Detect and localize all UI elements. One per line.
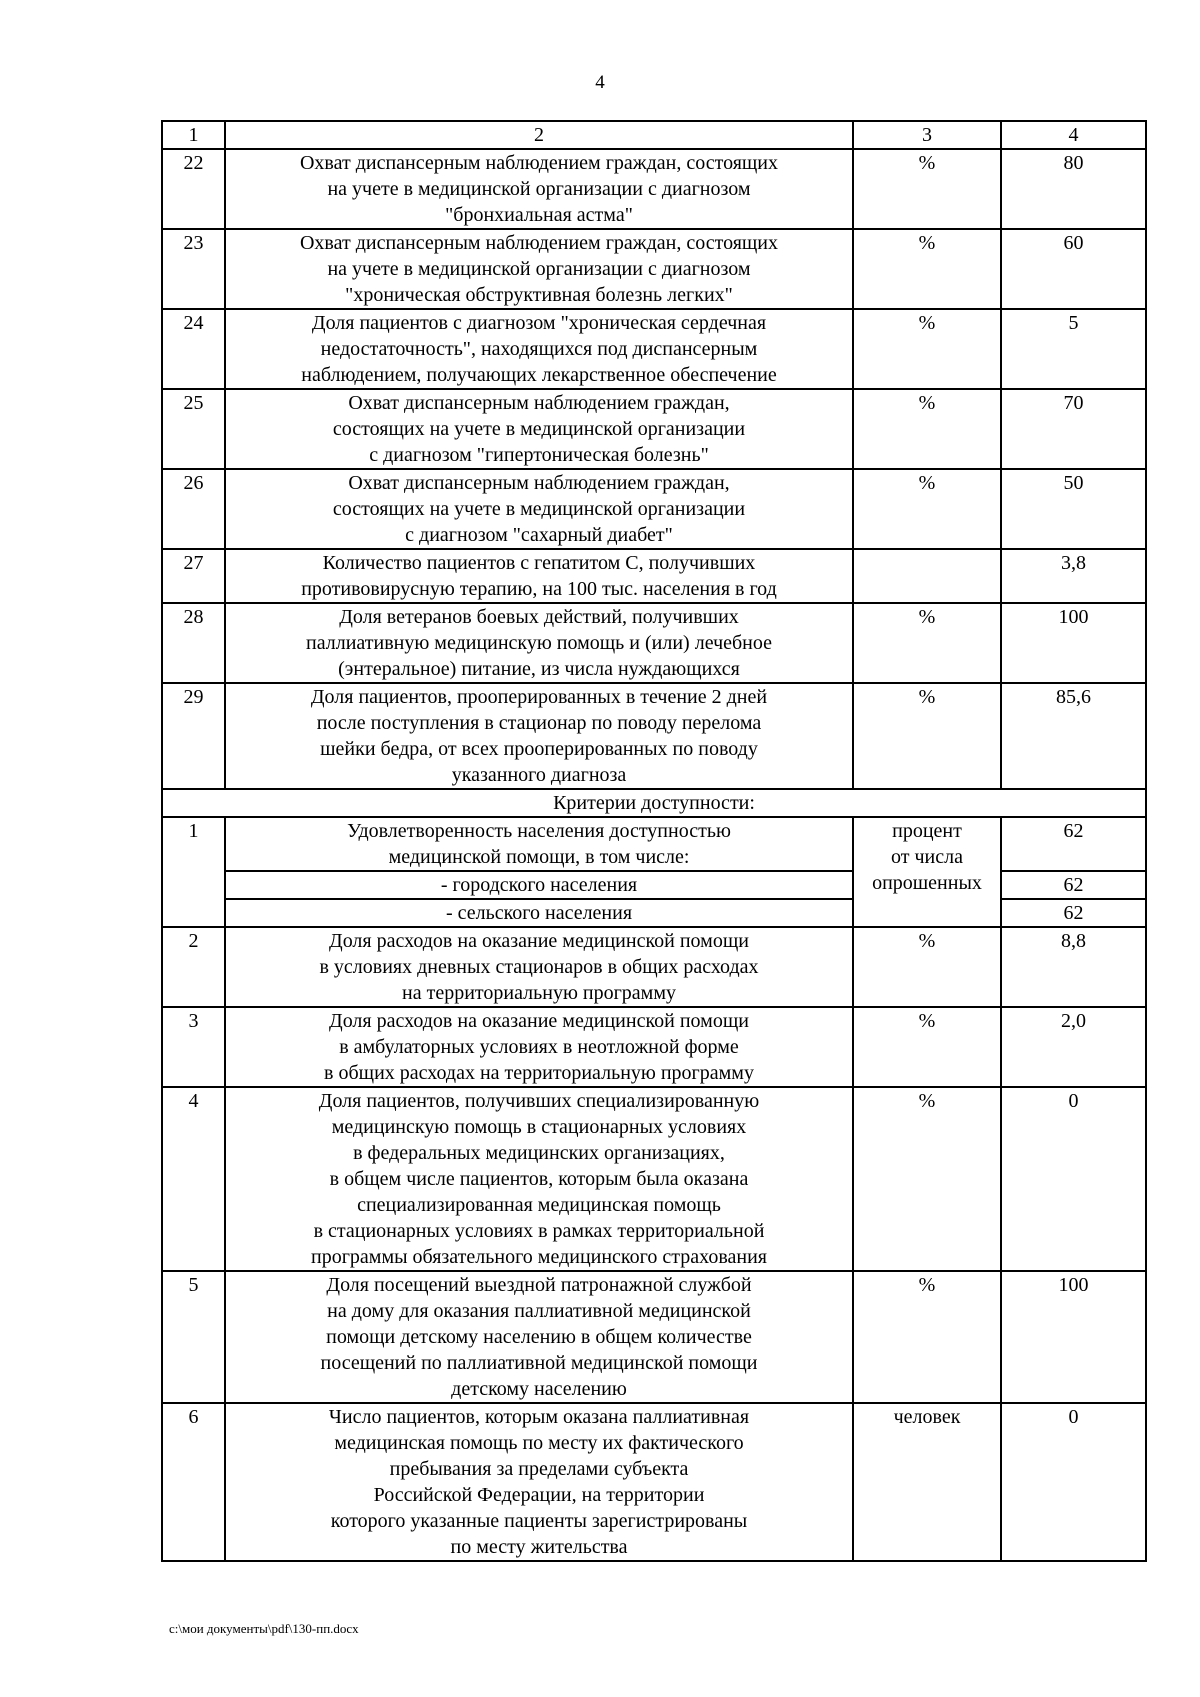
indicator-text-line: с диагнозом "сахарный диабет" (405, 524, 673, 546)
indicator-text-line: шейки бедра, от всех прооперированных по поводу (320, 738, 758, 760)
table-row (162, 149, 1146, 229)
row-number-cell: 25 (162, 389, 225, 469)
row-number-cell: 27 (162, 549, 225, 603)
value-cell: 2,0 (1001, 1007, 1146, 1087)
unit-cell: % (853, 927, 1001, 1007)
unit-cell: % (853, 309, 1001, 389)
indicator-text-line: "хроническая обструктивная болезнь легких" (345, 284, 733, 306)
indicator-text-line: с диагнозом "гипертоническая болезнь" (369, 444, 709, 466)
indicator-text-line: состоящих на учете в медицинской организации (332, 498, 746, 520)
table-row (162, 927, 1146, 1007)
indicator-cell (225, 683, 853, 789)
indicator-cell (225, 1087, 853, 1271)
indicator-cell (225, 603, 853, 683)
indicator-text-line: медицинская помощь по месту их фактического (334, 1432, 744, 1454)
indicator-cell (225, 469, 853, 549)
value-cell: 100 (1001, 1271, 1146, 1403)
indicator-text-line: Количество пациентов с гепатитом С, получивших (322, 552, 756, 574)
unit-cell: % (853, 389, 1001, 469)
indicator-text-line: в амбулаторных условиях в неотложной форме (339, 1036, 739, 1058)
indicator-cell (225, 817, 853, 871)
indicator-text-line: в условиях дневных стационаров в общих расходах (319, 956, 759, 978)
value-cell: 50 (1001, 469, 1146, 549)
indicator-text-line: Российской Федерации, на территории (373, 1484, 705, 1506)
header-cell-unit: 3 (853, 121, 1001, 149)
table-row (162, 229, 1146, 309)
indicator-text-line: наблюдением, получающих лекарственное обеспечение (301, 364, 777, 386)
indicator-text-line: на учете в медицинской организации с диагнозом (327, 258, 751, 280)
indicator-text-line: Доля посещений выездной патронажной службой (326, 1274, 752, 1296)
indicator-text-line: Охват диспансерным наблюдением граждан, состоящих (299, 232, 779, 254)
table-row (162, 1087, 1146, 1271)
indicator-text-line: по месту жительства (450, 1536, 628, 1558)
indicator-text-line: после поступления в стационар по поводу перелома (316, 712, 762, 734)
footer-file-path: c:\мои документы\pdf\130-пп.docx (169, 1621, 359, 1636)
row-number-cell: 23 (162, 229, 225, 309)
value-cell: 3,8 (1001, 549, 1146, 603)
value-cell: 62 (1001, 871, 1146, 899)
page-number: 4 (595, 72, 605, 93)
indicator-cell (225, 549, 853, 603)
value-cell: 62 (1001, 899, 1146, 927)
indicator-text-line: на учете в медицинской организации с диагнозом (327, 178, 751, 200)
value-cell: 0 (1001, 1403, 1146, 1561)
unit-cell: % (853, 1007, 1001, 1087)
unit-cell: % (853, 229, 1001, 309)
indicator-text-line: Доля пациентов, получивших специализированную (318, 1090, 760, 1112)
value-cell: 60 (1001, 229, 1146, 309)
unit-text-line: процент (892, 820, 962, 842)
sub-indicator-cell: - сельского населения (225, 899, 853, 927)
header-cell-num: 1 (162, 121, 225, 149)
indicator-text-line: указанного диагноза (451, 764, 627, 786)
indicator-cell (225, 1403, 853, 1561)
indicator-text-line: детскому населению (451, 1378, 627, 1400)
unit-cell: % (853, 1271, 1001, 1403)
unit-cell: % (853, 1087, 1001, 1271)
unit-cell: % (853, 149, 1001, 229)
indicator-text-line: которого указанные пациенты зарегистрированы (330, 1510, 748, 1532)
indicator-text-line: Доля пациентов с диагнозом "хроническая сердечная (311, 312, 767, 334)
header-cell-indicator: 2 (225, 121, 853, 149)
indicator-text-line: программы обязательного медицинского страхования (311, 1246, 767, 1268)
indicator-text-line: Число пациентов, которым оказана паллиативная (328, 1406, 750, 1428)
row-number-cell: 3 (162, 1007, 225, 1087)
indicator-text-line: (энтеральное) питание, из числа нуждающихся (338, 658, 740, 680)
indicator-text-line: Доля расходов на оказание медицинской помощи (329, 930, 749, 952)
header-row (162, 121, 1146, 149)
value-cell: 5 (1001, 309, 1146, 389)
indicator-cell (225, 229, 853, 309)
indicator-text-line: медицинскую помощь в стационарных условиях (331, 1116, 747, 1138)
value-cell: 85,6 (1001, 683, 1146, 789)
unit-text-line: от числа (891, 846, 963, 868)
value-cell: 70 (1001, 389, 1146, 469)
table-row (162, 1007, 1146, 1087)
indicator-text-line: пребывания за пределами субъекта (389, 1458, 689, 1480)
row-number-cell: 22 (162, 149, 225, 229)
unit-cell (853, 549, 1001, 603)
unit-cell: человек (853, 1403, 1001, 1561)
table-row (162, 1271, 1146, 1403)
row-number-cell: 1 (162, 817, 225, 927)
value-cell: 80 (1001, 149, 1146, 229)
indicator-text-line: Доля пациентов, прооперированных в течение 2 дней (310, 686, 768, 708)
indicator-text-line: на дому для оказания паллиативной медицинской (327, 1300, 751, 1322)
unit-cell: % (853, 603, 1001, 683)
indicator-text-line: в стационарных условиях в рамках территориальной (313, 1220, 765, 1242)
indicator-text-line: паллиативную медицинскую помощь и (или) лечебное (305, 632, 773, 654)
indicator-text-line: медицинской помощи, в том числе: (388, 846, 690, 868)
indicator-text-line: "бронхиальная астма" (445, 204, 633, 226)
indicator-cell (225, 1007, 853, 1087)
section-title-row (162, 789, 1146, 817)
row-number-cell: 24 (162, 309, 225, 389)
indicator-cell (225, 1271, 853, 1403)
table-row (162, 309, 1146, 389)
indicator-text-line: противовирусную терапию, на 100 тыс. населения в год (301, 578, 777, 600)
indicator-cell (225, 927, 853, 1007)
value-cell: 0 (1001, 1087, 1146, 1271)
indicator-text-line: в общих расходах на территориальную программу (324, 1062, 754, 1084)
indicator-text-line: в федеральных медицинских организациях, (353, 1142, 725, 1164)
row-number-cell: 28 (162, 603, 225, 683)
unit-cell (853, 817, 1001, 927)
indicator-text-line: на территориальную программу (402, 982, 676, 1004)
row-number-cell: 2 (162, 927, 225, 1007)
unit-cell: % (853, 683, 1001, 789)
indicator-text-line: состоящих на учете в медицинской организации (332, 418, 746, 440)
indicators-table (161, 120, 1147, 1562)
indicator-text-line: Доля расходов на оказание медицинской помощи (329, 1010, 749, 1032)
row-number-cell: 29 (162, 683, 225, 789)
table-row (162, 1403, 1146, 1561)
table-row (162, 389, 1146, 469)
table-row (162, 469, 1146, 549)
value-cell: 8,8 (1001, 927, 1146, 1007)
table-row (162, 603, 1146, 683)
indicator-text-line: Охват диспансерным наблюдением граждан, (348, 392, 730, 414)
indicator-text-line: недостаточность", находящихся под диспансерным (320, 338, 758, 360)
indicator-text-line: Удовлетворенность населения доступностью (347, 820, 731, 842)
indicator-text-line: посещений по паллиативной медицинской помощи (320, 1352, 758, 1374)
indicator-text-line: специализированная медицинская помощь (357, 1194, 721, 1216)
indicator-cell (225, 309, 853, 389)
indicator-text-line: Охват диспансерным наблюдением граждан, (348, 472, 730, 494)
table-row (162, 683, 1146, 789)
sub-indicator-cell: - городского населения (225, 871, 853, 899)
indicator-text-line: Доля ветеранов боевых действий, получивших (339, 606, 739, 628)
unit-text-line: опрошенных (872, 872, 982, 894)
value-cell: 62 (1001, 817, 1146, 871)
indicator-cell (225, 389, 853, 469)
unit-cell: % (853, 469, 1001, 549)
row-number-cell: 6 (162, 1403, 225, 1561)
row-number-cell: 5 (162, 1271, 225, 1403)
row-number-cell: 4 (162, 1087, 225, 1271)
header-cell-value: 4 (1001, 121, 1146, 149)
indicator-text-line: в общем числе пациентов, которым была оказана (329, 1168, 749, 1190)
section-title: Критерии доступности: (162, 789, 1146, 817)
indicator-cell (225, 149, 853, 229)
value-cell: 100 (1001, 603, 1146, 683)
indicator-text-line: Охват диспансерным наблюдением граждан, состоящих (299, 152, 779, 174)
indicator-text-line: помощи детскому населению в общем количестве (326, 1326, 752, 1348)
row-number-cell: 26 (162, 469, 225, 549)
table-row (162, 549, 1146, 603)
table-row (162, 817, 1146, 871)
